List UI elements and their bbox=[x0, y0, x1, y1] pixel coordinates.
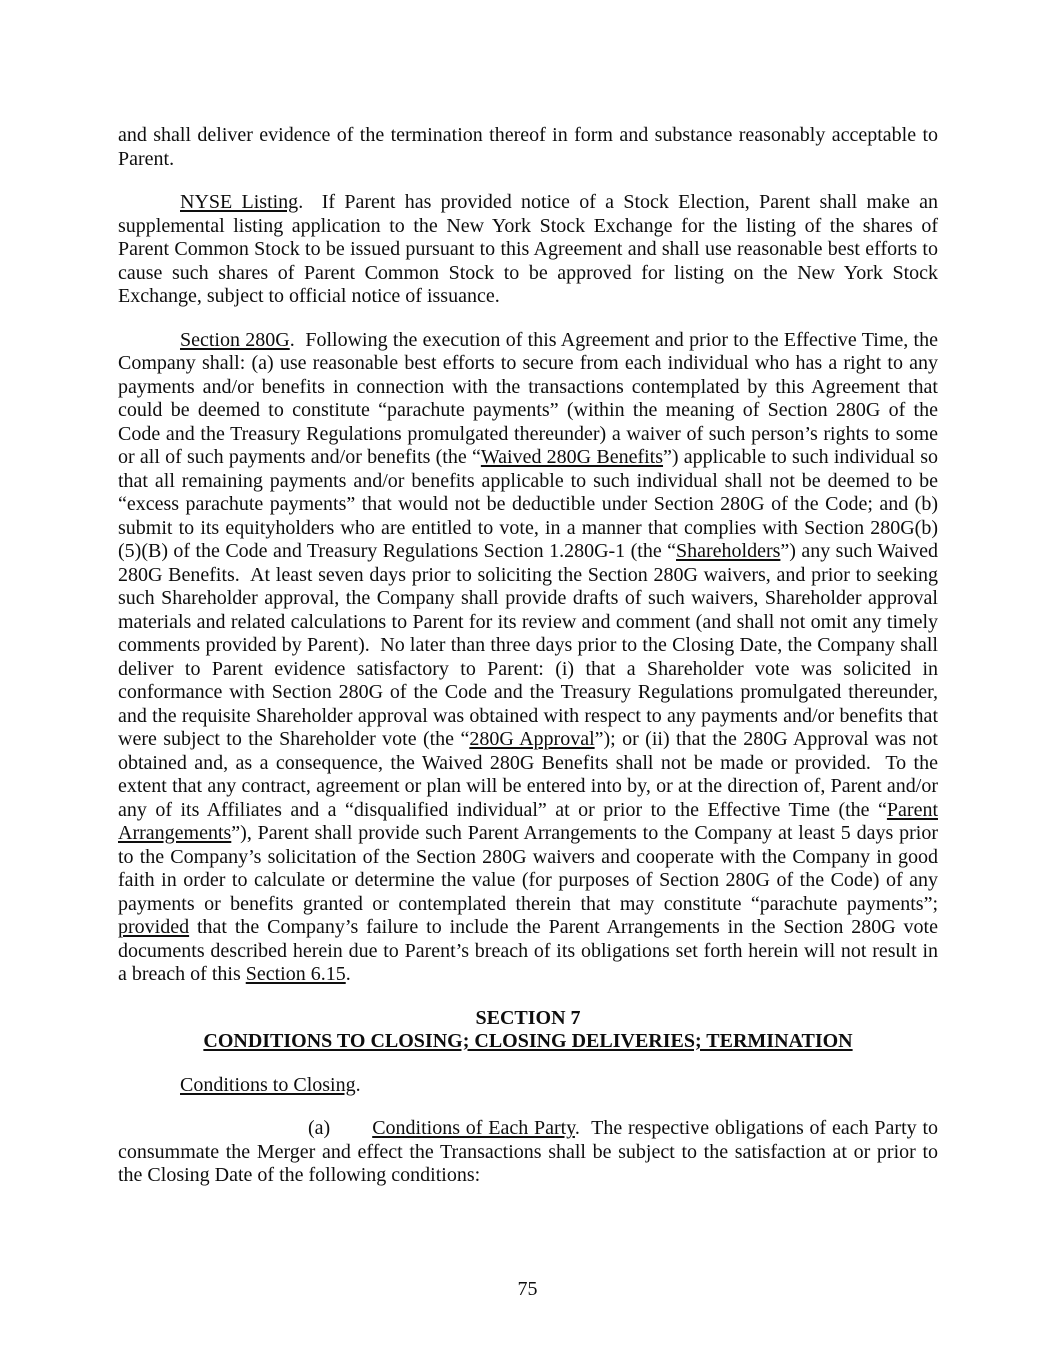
text-run: provided bbox=[118, 916, 190, 938]
text-run: . bbox=[345, 963, 351, 985]
paragraph bbox=[118, 1007, 938, 1031]
text-run: ”); or (ii) that the 280G Approval was not obtained and, as a consequence, the Waived 280G Benefits shall not be made or provided. To the extent that any contract, agreement or plan will be entered into by, or at the direction of, Parent and/or any of its Affiliates and a “disqualified individual” at or prior to the Effective Time (the “ bbox=[118, 728, 938, 821]
page-number: 75 bbox=[517, 1278, 538, 1300]
text-run: (a) bbox=[308, 1117, 331, 1139]
text-run: CONDITIONS TO CLOSING; CLOSING DELIVERIES; TERMINATION bbox=[203, 1030, 853, 1052]
text-run: . If Parent has provided notice of a Stock Election, Parent shall make an supplemental listing application to the New York Stock Exchange for the listing of the shares of Parent Common Stock to be issued pursuant to this Agreement and shall use reasonable best efforts to cause such shares of Parent Common Stock to be approved for listing on the New York Stock Exchange, subject to official notice of issuance. bbox=[118, 191, 938, 307]
text-run: ”) applicable to such individual so that all remaining payments and/or benefits applicable to such individual shall not be deemed to be “excess parachute payments” that would not be deductible under Section 280G of the Code; and (b) submit to its equityholders who are entitled to vote, in a manner that complies with Section 280G(b)(5)(B) of the Code and Treasury Regulations Section 1.280G-1 (the “ bbox=[118, 446, 938, 562]
text-run: SECTION 7 bbox=[475, 1006, 581, 1029]
paragraph bbox=[118, 191, 938, 309]
text-run: that the Company’s failure to include the Parent Arrangements in the Section 280G vote documents described herein due to Parent’s breach of its obligations set forth herein will not result in a breach of this bbox=[118, 916, 938, 985]
text-run: 280G Approval bbox=[469, 728, 595, 750]
text-run: Conditions of Each Party bbox=[372, 1117, 575, 1139]
text-run: Conditions to Closing bbox=[180, 1073, 356, 1096]
text-run: and shall deliver evidence of the termination thereof in form and substance reasonably acceptable to Parent. bbox=[118, 124, 938, 170]
text-run: . Following the execution of this Agreement and prior to the Effective Time, the Company shall: (a) use reasonable best efforts to secure from each individual who has a right to any payments and/or benefits in connection with the transactions contemplated by this Agreement that could be deemed to constitute “parachute payments” (within the meaning of Section 280G of the Code and the Treasury Regulations promulgated thereunder) a waiver of such person’s rights to some or all of such payments and/or benefits (the “ bbox=[118, 328, 938, 468]
text-run: ”), Parent shall provide such Parent Arrangements to the Company at least 5 days prior to the Company’s solicitation of the Section 280G waivers and cooperate with the Company in good faith in order to calculate or determine the value (for purposes of Section 280G of the Code) of any payments or benefits granted or contemplated therein that may constitute “parachute payments”; bbox=[118, 822, 938, 915]
document-body bbox=[118, 124, 938, 1188]
text-run: Section 280G bbox=[180, 328, 290, 351]
paragraph bbox=[118, 124, 938, 171]
paragraph bbox=[118, 329, 938, 987]
text-run: Waived 280G Benefits bbox=[480, 446, 664, 468]
text-run: . bbox=[355, 1073, 361, 1096]
text-run: Parent Arrangements bbox=[118, 798, 938, 844]
text-run: ”) any such Waived 280G Benefits. At least seven days prior to soliciting the Section 280G waivers, and prior to seeking such Shareholder approval, the Company shall provide drafts of such waivers, Shareholder approval materials and related calculations to Parent for its review and comment (and shall not omit any timely comments provided by Parent). No later than three days prior to the Closing Date, the Company shall deliver to Parent evidence satisfactory to Parent: (i) that a Shareholder vote was solicited in conformance with Section 280G of the Code and the Treasury Regulations promulgated thereunder, and the requisite Shareholder approval was obtained with respect to any payments and/or benefits that were subject to the Shareholder vote (the “ bbox=[118, 540, 938, 750]
text-run: Shareholders bbox=[676, 540, 781, 562]
text-run: NYSE Listing bbox=[180, 191, 299, 213]
text-run: Section 6.15 bbox=[245, 963, 346, 985]
text-run: . The respective obligations of each Party to consummate the Merger and effect the Transactions shall be subject to the satisfaction at or prior to the Closing Date of the following conditions: bbox=[118, 1117, 938, 1186]
paragraph bbox=[118, 1074, 938, 1098]
paragraph bbox=[118, 1030, 938, 1054]
paragraph bbox=[118, 1117, 938, 1188]
